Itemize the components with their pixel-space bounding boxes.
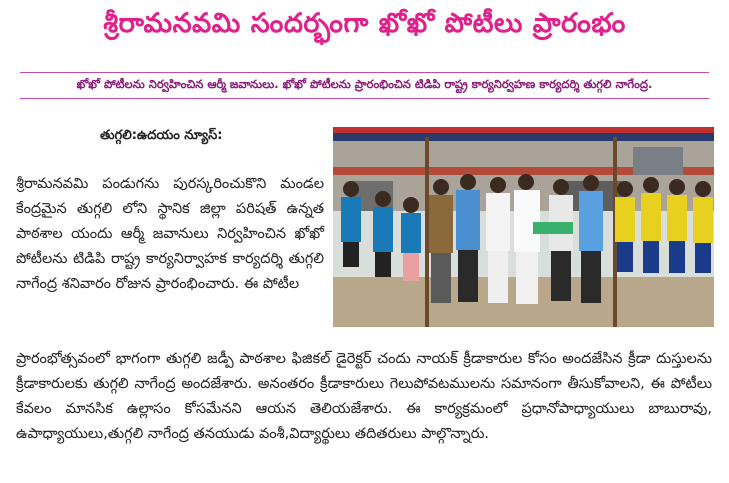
article-paragraph-full: ప్రారంభోత్సవంలో భాగంగా తుగ్గలి జడ్పీ పాఠశాల ఫిజికల్ డైరెక్టర్ చందు నాయక్ క్రీడాకారుల కోసం అందజేసిన క్రీడా దుస్తులను క్రీడాకారులకు తుగ్గలి నాగేంద్ర అందజేశారు. అనంతరం క్రీడాకారులు గెలుపోవటములను సమానంగా తీసుకోవాలని, ఈ పోటీలు కేవలం మానసిక ఉల్లాసం కోసమేనని ఆయన తెలియజేశారు. ఈ కార్యక్రమంలో ప్రధానోపాధ్యాయులు బాబురావు, ఉపాధ్యాయులు,తుగ్గలి నాగేంద్ర తనయుడు వంశీ,విద్యార్థులు తదితరులు పాల్గొన్నారు. bbox=[16, 351, 712, 442]
subtitle: ఖోఖో పోటీలను నిర్వహించిన ఆర్మీ జవానులు. ఖోఖో పోటీలను ప్రారంభించిన టిడిపి రాష్ట్ర కార్యనిర్వహణ కార్యదర్శి తుగ్గలి నాగేంద్ర. bbox=[20, 72, 709, 99]
article-paragraph-left: శ్రీరామనవమి పండుగను పురస్కరించుకొని మండల కేంద్రమైన తుగ్గలి లోని స్థానిక జిల్లా పరిషత్ ఉన్నత పాఠశాల యందు ఆర్మీ జవానులు నిర్వహించిన ఖోఖో పోటీలను టిడిపి రాష్ట్ర కార్యనిర్వాహక కార్యదర్శి తుగ్గలి నాగేంద్ర శనివారం రోజున ప్రారంభించారు. ఈ పోటీల bbox=[16, 176, 324, 292]
photo-illustration bbox=[333, 127, 714, 327]
dateline: తుగ్గలి:ఉదయం న్యూస్: bbox=[100, 128, 223, 143]
news-photo bbox=[333, 127, 714, 327]
headline: శ్రీరామనవమి సందర్భంగా ఖోఖో పోటీలు ప్రారంభం bbox=[103, 8, 626, 39]
